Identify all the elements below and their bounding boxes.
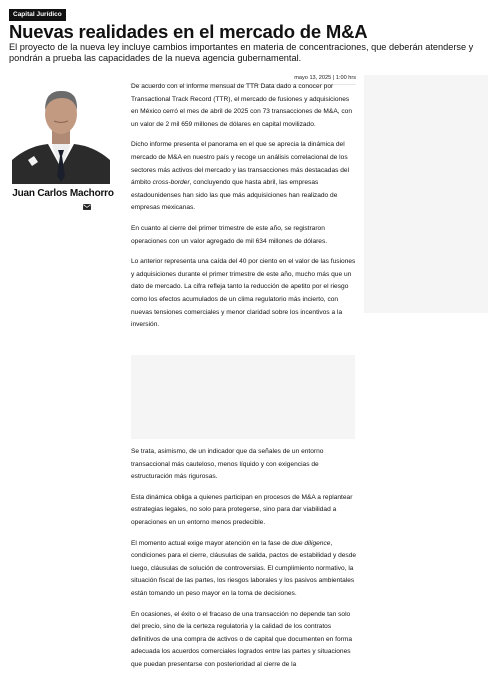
author-name[interactable]: Juan Carlos Machorro — [12, 188, 114, 199]
article-subtitle: El proyecto de la nueva ley incluye cambios importantes en materia de concentraciones, que deberán atenderse y pondrán a prueba las capacidades de la nueva agencia gubernamental. — [9, 42, 474, 63]
article-body-bottom — [131, 446, 357, 680]
paragraph: Esta dinámica obliga a quienes participan en procesos de M&A a replantear estrategias legales, no solo para protegerse, sino para dar viabilidad a operaciones en un entorno menos predecible. — [131, 493, 353, 526]
article-headline: Nuevas realidades en el mercado de M&A — [9, 21, 368, 42]
section-badge[interactable]: Capital Jurídico — [9, 9, 66, 21]
paragraph — [131, 538, 357, 601]
paragraph-text: Dicho informe presenta el panorama en el que se aprecia la dinámica del mercado de M&A en nuestro país y recoge un análisis correlacional de los sectores más activos del mercado y las transacciones más destacadas del ámbito — [131, 141, 350, 187]
paragraph-emphasis: cross-border — [152, 179, 190, 187]
mail-icon[interactable] — [83, 204, 91, 210]
paragraph-text: El momento actual exige mayor atención en la fase de — [131, 539, 292, 547]
paragraph — [131, 139, 357, 215]
paragraph: En ocasiones, el éxito o el fracaso de una transacción no depende tan solo del precio, sino de la certeza regulatoria y la calidad de los contratos definitivos de una compra de activos o de capital que documenten en forma adecuada los acuerdos comerciales logrados entre las partes y situaciones que puedan presentarse con posterioridad al cierre de la — [131, 610, 353, 668]
paragraph: Se trata, asimismo, de un indicador que da señales de un entorno transaccional más cauteloso, menos líquido y con exigencias de estructuración más rigurosas. — [131, 448, 324, 481]
ad-placeholder — [131, 355, 355, 439]
article-dateline: mayo 13, 2025 | 1:00 hrs — [294, 75, 356, 81]
paragraph: En cuanto al cierre del primer trimestre de este año, se registraron operaciones con un valor agregado de mil 634 millones de dólares. — [131, 224, 328, 245]
paragraph: De acuerdo con el informe mensual de TTR Data dado a conocer por Transactional Track Record (TTR), el mercado de fusiones y adquisiciones en México cerró el mes de abril de 2025 con 73 transacciones de M&A, con un valor de 2 mil 659 millones de dólares en capital movilizado. — [131, 83, 353, 128]
paragraph: Lo anterior representa una caída del 40 por ciento en el valor de las fusiones y adquisiciones durante el primer trimestre de este año, mucho más que un dato de mercado. La cifra refleja tanto la reducción de apetito por el riesgo como los efectos acumulados de un clima regulatorio más incierto, con nuevas tensiones comerciales y menor claridad sobre los incentivos a la inversión. — [131, 258, 356, 329]
paragraph-text: , concluyendo que hasta abril, las empresas estadounidenses han sido las que más adquisiciones han realizado de empresas mexicanas. — [131, 179, 338, 212]
author-photo — [12, 76, 110, 184]
article-body-top — [131, 81, 357, 340]
paragraph-emphasis: due diligence — [291, 539, 331, 547]
paragraph-text: , condiciones para el cierre, cláusulas de salida, pactos de estabilidad y desde luego, cláusulas de solución de controversias. El cumplimiento normativo, la situación fiscal de las partes, los riesgos laborales y los pasivos ambientales están tomando un peso mayor en la toma de decisiones. — [131, 539, 357, 597]
sidebar-ad-placeholder — [364, 75, 488, 313]
